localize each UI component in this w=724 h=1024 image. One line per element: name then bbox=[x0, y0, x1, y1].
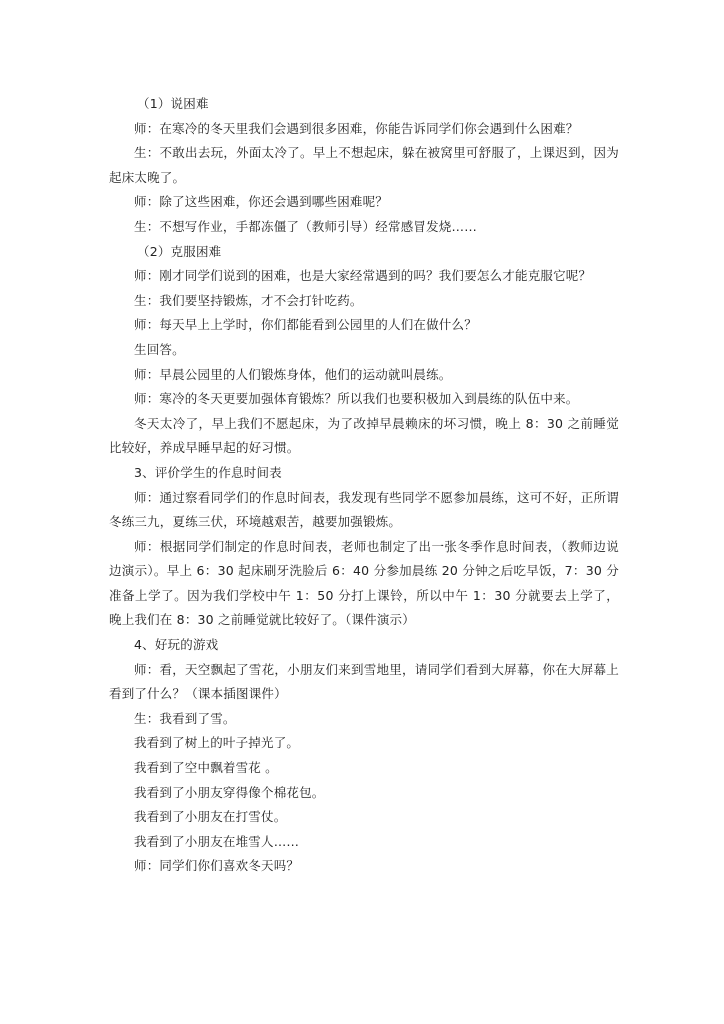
paragraph: 生：我们要坚持锻炼，才不会打针吃药。 bbox=[134, 292, 363, 308]
paragraph: 我看到了树上的叶子掉光了。 bbox=[134, 735, 300, 751]
document-body bbox=[109, 92, 619, 879]
paragraph: 师：通过察看同学们的作息时间表，我发现有些同学不愿参加晨练，这可不好，正所谓冬练三九，夏练三伏，环境越艰苦，越要加强锻炼。 bbox=[109, 489, 619, 530]
paragraph: 师：根据同学们制定的作息时间表，老师也制定了出一张冬季作息时间表，（教师边说边演示）。早上 6：30 起床刷牙洗脸后 6：40 分参加晨练 20 分钟之后吃早饭，7：30 分准备上学了。因为我们学校中午 1：50 分打上课铃，所以中午 1：30 分就要去上学了，晚上我们在 8：30 之前睡觉就比较好了。（课件演示） bbox=[109, 538, 619, 628]
paragraph: 师：同学们你们喜欢冬天吗？ bbox=[134, 858, 300, 874]
paragraph: 师：刚才同学们说到的困难，也是大家经常遇到的吗？我们要怎么才能克服它呢？ bbox=[134, 268, 592, 284]
section-heading: （1）说困难 bbox=[137, 96, 209, 111]
paragraph: 我看到了小朋友在堆雪人…… bbox=[134, 833, 300, 849]
paragraph: 生：不想写作业，手都冻僵了（教师引导）经常感冒发烧…… bbox=[134, 218, 477, 234]
paragraph: 我看到了小朋友穿得像个棉花包。 bbox=[134, 784, 325, 800]
paragraph: 师：在寒冷的冬天里我们会遇到很多困难，你能告诉同学们你会遇到什么困难？ bbox=[134, 120, 579, 136]
section-heading: 3、评价学生的作息时间表 bbox=[134, 464, 282, 480]
paragraph: 冬天太冷了，早上我们不愿起床，为了改掉早晨赖床的坏习惯，晚上 8：30 之前睡觉比较好，养成早睡早起的好习惯。 bbox=[109, 415, 619, 456]
paragraph: 师：看，天空飘起了雪花，小朋友们来到雪地里，请同学们看到大屏幕，你在大屏幕上看到了什么？（课本插图课件） bbox=[109, 661, 619, 702]
paragraph: 生：我看到了雪。 bbox=[134, 710, 236, 726]
paragraph: 师：寒冷的冬天更要加强体育锻炼？所以我们也要积极加入到晨练的队伍中来。 bbox=[134, 391, 579, 407]
paragraph: 我看到了空中飘着雪花 。 bbox=[134, 760, 278, 776]
paragraph: 师：早晨公园里的人们锻炼身体，他们的运动就叫晨练。 bbox=[134, 366, 452, 382]
paragraph: 我看到了小朋友在打雪仗。 bbox=[134, 809, 287, 825]
section-heading: 4、好玩的游戏 bbox=[134, 637, 219, 653]
paragraph: 师：除了这些困难，你还会遇到哪些困难呢？ bbox=[134, 194, 389, 210]
section-heading: （2）克服困难 bbox=[137, 243, 222, 259]
paragraph: 师：每天早上上学时，你们都能看到公园里的人们在做什么？ bbox=[134, 317, 477, 333]
paragraph: 生：不敢出去玩，外面太冷了。早上不想起床，躲在被窝里可舒服了，上课迟到，因为起床太晚了。 bbox=[109, 145, 619, 185]
paragraph: 生回答。 bbox=[134, 341, 185, 357]
